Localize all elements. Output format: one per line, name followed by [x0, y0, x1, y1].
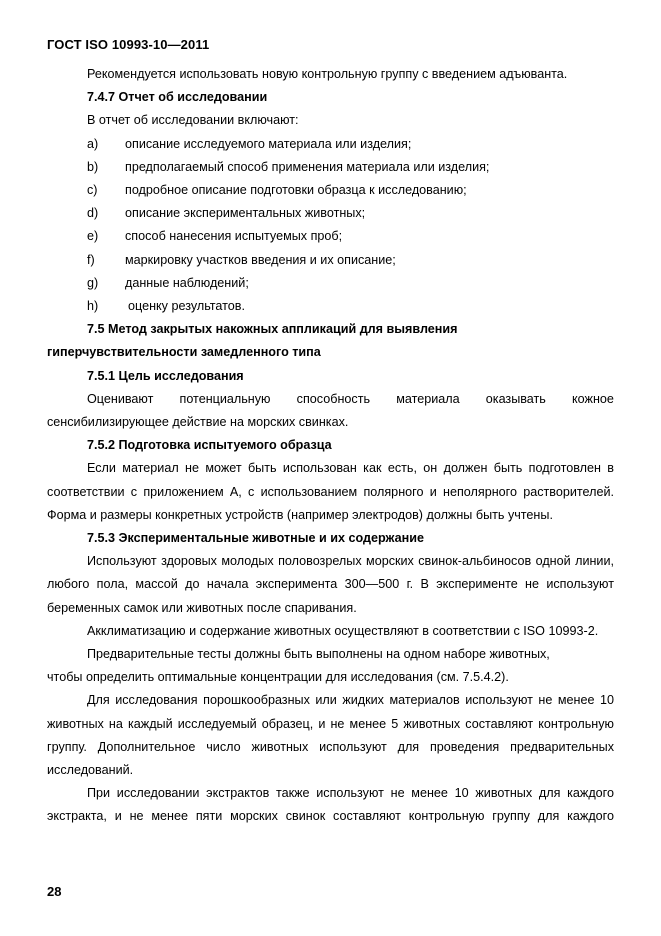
- report-contents-list: [47, 133, 614, 319]
- section-7-5-2-heading: 7.5.2 Подготовка испытуемого образца: [87, 438, 332, 453]
- list-item-letter: b): [87, 159, 99, 174]
- list-item-text: подробное описание подготовки образца к исследованию;: [125, 182, 467, 197]
- list-item-text: данные наблюдений;: [125, 275, 249, 290]
- word: кожное: [572, 391, 614, 406]
- list-item: [47, 156, 614, 179]
- list-item-text: оценку результатов.: [128, 298, 245, 313]
- word: оказывать: [485, 391, 546, 406]
- section-7-5-1-line2: сенсибилизирующее действие на морских свинках.: [47, 414, 349, 429]
- page-number: 28: [47, 884, 62, 899]
- section-7-5-2-text: Если материал не может быть использован как есть, он должен быть подготовлен в соответствии с приложением А, с использованием полярного и неполярного растворителей. Форма и размеры конкретных устройств (например электродов) должны быть учтены.: [47, 461, 614, 522]
- section-7-5-3-acclimatization-paragraph: Акклиматизацию и содержание животных осуществляют в соответствии с ISO 10993-2.: [87, 623, 599, 638]
- list-item-letter: d): [87, 206, 99, 221]
- section-7-5-3-animals-paragraph: Используют здоровых молодых половозрелых морских свинок-альбиносов одной линии, любого пола, массой до начала эксперимента 300—500 г. В эксперименте не используют беременных самок или животных после спаривания.: [47, 554, 614, 615]
- list-item-letter: f): [87, 252, 95, 267]
- list-item: [47, 179, 614, 202]
- document-body: [47, 63, 614, 829]
- list-item: [47, 295, 614, 318]
- section-7-5-3-powder-paragraph: Для исследования порошкообразных или жидких материалов используют не менее 10 животных на каждый исследуемый образец, и не менее 5 животных составляют контрольную группу. Дополнительное число животных используют для проведения предварительных исследований.: [47, 693, 614, 777]
- list-item: [47, 133, 614, 156]
- list-item-letter: a): [87, 136, 99, 151]
- section-7-5-1-heading: 7.5.1 Цель исследования: [87, 368, 244, 383]
- list-item: [47, 272, 614, 295]
- list-item-text: описание экспериментальных животных;: [125, 206, 366, 221]
- section-7-5-3-pretest-line1: Предварительные тесты должны быть выполнены на одном наборе животных,: [87, 646, 550, 661]
- section-7-5-3-extracts-paragraph: При исследовании экстрактов также используют не менее 10 животных для каждого экстракта, и не менее пяти морских свинок составляют контрольную группу для каждого: [47, 786, 614, 824]
- list-item-letter: c): [87, 182, 98, 197]
- list-item-letter: g): [87, 275, 99, 290]
- section-7-5-heading-line1: 7.5 Метод закрытых накожных аппликаций для выявления: [87, 322, 458, 337]
- word: способность: [296, 391, 371, 406]
- list-item-letter: e): [87, 229, 99, 244]
- list-item-text: предполагаемый способ применения материала или изделия;: [125, 159, 490, 174]
- word: потенциальную: [179, 391, 271, 406]
- section-7-5-heading-line2: гиперчувствительности замедленного типа: [47, 345, 321, 360]
- word: Оценивают: [87, 391, 154, 406]
- list-item: [47, 225, 614, 248]
- list-item: [47, 249, 614, 272]
- list-item-text: способ нанесения испытуемых проб;: [125, 229, 343, 244]
- document-header: ГОСТ ISO 10993-10—2011: [47, 37, 210, 52]
- word: материала: [396, 391, 460, 406]
- list-item-letter: h): [87, 298, 99, 313]
- section-7-4-7-intro: В отчет об исследовании включают:: [87, 113, 299, 128]
- section-7-5-1-line1: [47, 388, 614, 411]
- section-7-5-3-heading: 7.5.3 Экспериментальные животные и их содержание: [87, 530, 424, 545]
- list-item-text: маркировку участков введения и их описание;: [125, 252, 396, 267]
- list-item-text: описание исследуемого материала или изделия;: [125, 136, 412, 151]
- recommendation-paragraph: Рекомендуется использовать новую контрольную группу с введением адъюванта.: [87, 67, 568, 81]
- section-7-4-7-heading: 7.4.7 Отчет об исследовании: [87, 90, 268, 105]
- list-item: [47, 202, 614, 225]
- section-7-5-3-pretest-line2: чтобы определить оптимальные концентрации для исследования (см. 7.5.4.2).: [47, 670, 509, 685]
